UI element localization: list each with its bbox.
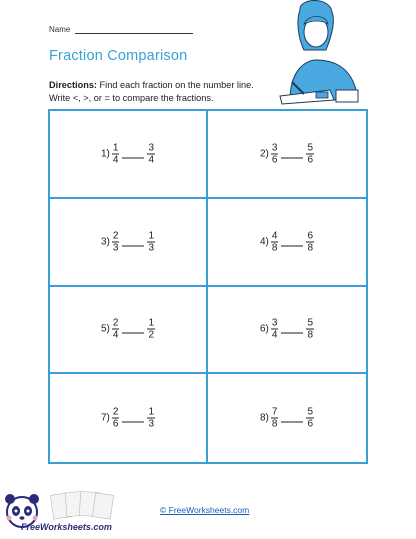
numerator: 1 xyxy=(112,142,119,154)
denominator: 8 xyxy=(307,242,314,254)
left-fraction xyxy=(271,142,279,165)
denominator: 3 xyxy=(112,242,119,254)
numerator: 2 xyxy=(112,317,119,329)
numerator: 1 xyxy=(148,406,155,418)
problem-number: 6) xyxy=(259,323,269,335)
answer-blank[interactable] xyxy=(281,422,303,423)
left-fraction xyxy=(271,230,279,253)
problem-cell xyxy=(208,111,366,199)
numerator: 2 xyxy=(112,406,119,418)
right-fraction xyxy=(147,230,155,253)
denominator: 6 xyxy=(271,154,278,166)
numerator: 5 xyxy=(307,142,314,154)
left-fraction xyxy=(112,142,120,165)
answer-blank[interactable] xyxy=(122,245,144,246)
problem-cell xyxy=(208,374,366,462)
logo-wordmark: FreeWorksheets.com xyxy=(21,522,112,532)
denominator: 6 xyxy=(307,418,314,430)
numerator: 5 xyxy=(307,317,314,329)
page-title: Fraction Comparison xyxy=(49,48,188,64)
right-fraction xyxy=(147,318,155,341)
problem-number: 2) xyxy=(259,148,269,160)
answer-blank[interactable] xyxy=(281,245,303,246)
problem-cell xyxy=(50,287,208,375)
denominator: 8 xyxy=(307,329,314,341)
numerator: 3 xyxy=(271,317,278,329)
right-fraction xyxy=(306,230,314,253)
problem-cell xyxy=(50,374,208,462)
name-line[interactable] xyxy=(75,33,193,34)
directions-text: Find each fraction on the number line. Write <, >, or = to compare the fractions. xyxy=(49,80,254,103)
right-fraction xyxy=(306,407,314,430)
denominator: 8 xyxy=(271,242,278,254)
denominator: 2 xyxy=(148,329,155,341)
problem-number: 8) xyxy=(259,412,269,424)
right-fraction xyxy=(147,142,155,165)
problem-cell xyxy=(50,199,208,287)
numerator: 3 xyxy=(148,142,155,154)
name-label: Name xyxy=(49,25,71,34)
left-fraction xyxy=(112,230,120,253)
answer-blank[interactable] xyxy=(281,157,303,158)
directions xyxy=(49,79,265,105)
numerator: 1 xyxy=(148,230,155,242)
directions-label: Directions: xyxy=(49,80,97,90)
numerator: 6 xyxy=(307,230,314,242)
problem-number: 5) xyxy=(100,323,110,335)
problem-number: 7) xyxy=(100,412,110,424)
problem-cell xyxy=(208,199,366,287)
right-fraction xyxy=(306,142,314,165)
problem-cell xyxy=(50,111,208,199)
numerator: 5 xyxy=(307,406,314,418)
denominator: 6 xyxy=(307,154,314,166)
worksheet-thumbnails xyxy=(50,492,113,520)
denominator: 6 xyxy=(112,418,119,430)
left-fraction xyxy=(112,407,120,430)
denominator: 3 xyxy=(148,418,155,430)
answer-blank[interactable] xyxy=(122,157,144,158)
left-fraction xyxy=(112,318,120,341)
left-fraction xyxy=(271,407,279,430)
denominator: 4 xyxy=(112,154,119,166)
denominator: 3 xyxy=(148,242,155,254)
problem-number: 1) xyxy=(100,148,110,160)
left-fraction xyxy=(271,318,279,341)
problem-cell xyxy=(208,287,366,375)
problem-grid xyxy=(48,109,368,464)
numerator: 2 xyxy=(112,230,119,242)
numerator: 7 xyxy=(271,406,278,418)
numerator: 4 xyxy=(271,230,278,242)
denominator: 4 xyxy=(148,154,155,166)
denominator: 4 xyxy=(112,329,119,341)
right-fraction xyxy=(147,407,155,430)
problem-number: 4) xyxy=(259,236,269,248)
answer-blank[interactable] xyxy=(281,333,303,334)
numerator: 1 xyxy=(148,317,155,329)
answer-blank[interactable] xyxy=(122,422,144,423)
copyright-link[interactable]: © FreeWorksheets.com xyxy=(160,505,250,515)
student-writing-illustration xyxy=(270,0,370,112)
problem-number: 3) xyxy=(100,236,110,248)
answer-blank[interactable] xyxy=(122,333,144,334)
denominator: 8 xyxy=(271,418,278,430)
right-fraction xyxy=(306,318,314,341)
numerator: 3 xyxy=(271,142,278,154)
denominator: 4 xyxy=(271,329,278,341)
